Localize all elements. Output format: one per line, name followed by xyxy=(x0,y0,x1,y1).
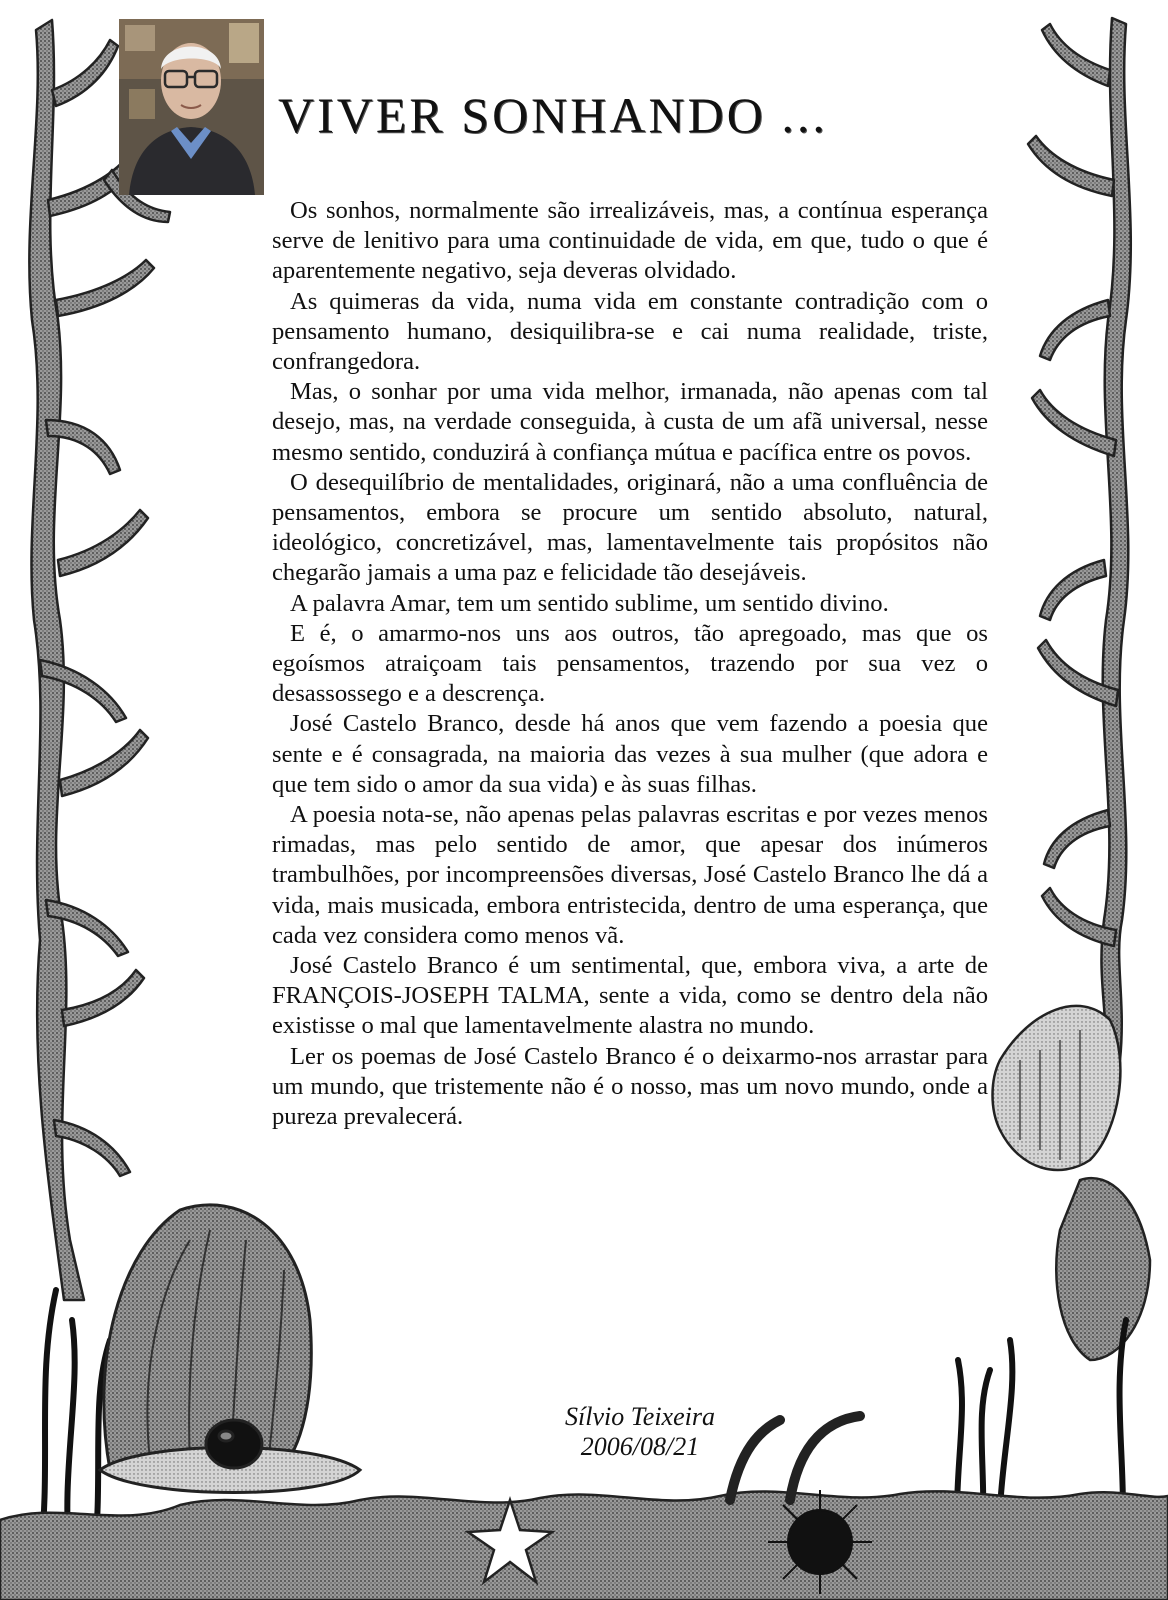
paragraph: O desequilíbrio de mentalidades, originará, não a uma confluência de pensamentos, embora se procure um sentido absoluto, natural, ideológico, concretizável, mas, lamentavelmente tais propósitos não chegarão jamais a uma paz e felicidade tão desejáveis. xyxy=(272,468,988,587)
paragraph: As quimeras da vida, numa vida em constante contradição com o pensamento humano, desiquilibra-se e cai numa realidade, triste, confrangedora. xyxy=(272,287,988,376)
paragraph: E é, o amarmo-nos uns aos outros, tão apregoado, mas que os egoísmos atraiçoam tais pensamentos, trazendo por sua vez o desassossego e a descrença. xyxy=(272,619,988,708)
paragraph: A palavra Amar, tem um sentido sublime, um sentido divino. xyxy=(290,589,889,617)
left-coral xyxy=(29,20,170,1300)
author-name: Sílvio Teixeira xyxy=(565,1402,715,1431)
paragraph: Mas, o sonhar por uma vida melhor, irmanada, não apenas com tal desejo, mas, na verdade conseguida, à custa de um afã universal, nesse mesmo sentido, conduzirá à confiança mútua e pacífica entre os povos. xyxy=(272,378,988,466)
article-title: VIVER SONHANDO ... xyxy=(278,87,828,143)
paragraph: Ler os poemas de José Castelo Branco é o deixarmo-nos arrastar para um mundo, que tristemente não é o nosso, mas um novo mundo, onde a pureza prevalecerá. xyxy=(272,1042,988,1131)
paragraph: Os sonhos, normalmente são irrealizáveis, mas, a contínua esperança serve de lenitivo para uma continuidade de vida, em que, tudo o que é aparentemente negativo, seja deveras olvidado. xyxy=(272,197,988,285)
article-date: 2006/08/21 xyxy=(580,1432,700,1461)
portrait-icon xyxy=(119,19,264,195)
article-body xyxy=(272,196,988,1132)
signature-block xyxy=(520,1402,760,1462)
paragraph: A poesia nota-se, não apenas pelas palavras escritas e por vezes menos rimadas, mas pelo sentido de amor, que apesar dos inúmeros trambulhões, por incompreensões diversas, José Castelo Branco lhe dá a vida, mais musicada, embora entristecida, dentro de uma esperança, que cada vez considera como menos vã. xyxy=(272,801,988,949)
right-coral xyxy=(1028,18,1131,1060)
author-portrait-photo xyxy=(119,19,264,195)
paragraph: José Castelo Branco é um sentimental, que, embora viva, a arte de FRANÇOIS-JOSEPH TALMA, sente a vida, como se dentro dela não existisse o mal que lamentavelmente alastra no mundo. xyxy=(272,952,988,1040)
fish-icon xyxy=(993,1006,1151,1360)
paragraph: José Castelo Branco, desde há anos que vem fazendo a poesia que sente e é consagrada, na maioria das vezes à sua mulher (que adora e que tem sido o amor da sua vida) e às suas filhas. xyxy=(272,710,988,798)
sea-urchin-icon xyxy=(768,1490,872,1594)
shell-with-pearl-icon xyxy=(100,1205,360,1493)
